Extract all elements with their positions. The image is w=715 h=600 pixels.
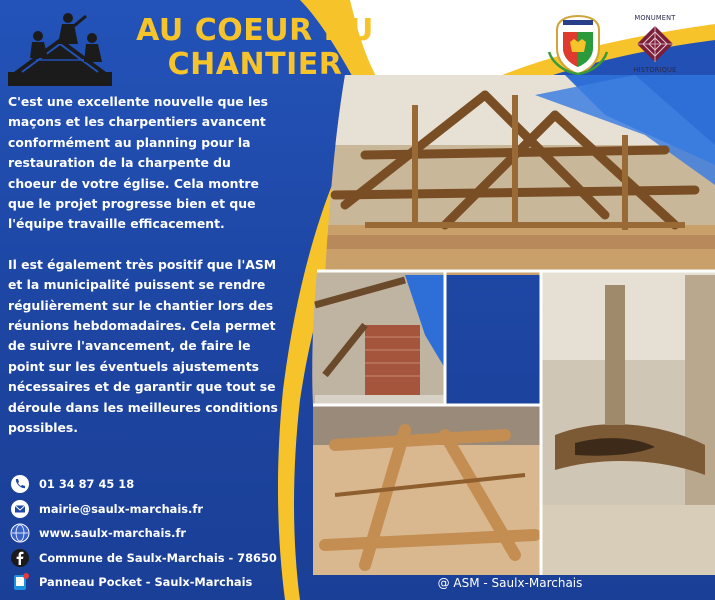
photo-brick-wall [305,270,455,410]
mail-icon [10,499,30,519]
paragraph-1: C'est une excellente nouvelle que les maçons et les charpentiers avancent conformément au planning pour la restauration de la charpente du choeur de votre église. Cela montre que le projet progresse bien et que l'équipe travaille efficacement. [8,94,269,232]
monument-label-top: MONUMENT [634,14,676,22]
photo-collage [305,75,715,575]
contact-list [10,472,300,595]
paragraph-2: Il est également très positif que l'ASM et la municipalité puissent se rendre régulièrement sur le chantier lors des réunions hebdomadaires. Cela permet de suivre l'avancement, de faire le point sur les éventuels ajustements nécessaires et de garantir que tout se déroule dans les meilleures conditions possibles. [8,256,278,436]
photo-decayed-beam [541,270,715,575]
phone-icon [10,474,30,494]
contact-facebook[interactable] [10,546,300,571]
monument-label-bottom: HISTORIQUE [633,66,677,74]
photo-new-timbers [305,405,545,575]
globe-icon [10,523,30,543]
contact-email-text: mairie@saulx-marchais.fr [39,501,203,516]
contact-website-text: www.saulx-marchais.fr [39,526,187,541]
title-line-1: AU COEUR DU [136,13,374,48]
title-line-2: CHANTIER [167,47,343,82]
contact-facebook-text: Commune de Saulx-Marchais - 78650 [39,550,277,565]
contact-website[interactable] [10,521,300,546]
page-title [120,14,390,82]
panneau-pocket-icon [10,572,30,592]
contact-phone[interactable] [10,472,300,497]
photo-roof-framework [305,75,715,275]
roof-workers-icon [8,8,112,86]
contact-phone-text: 01 34 87 45 18 [39,477,135,492]
contact-panneau-pocket-text: Panneau Pocket - Saulx-Marchais [39,575,253,590]
photo-credit: @ ASM - Saulx-Marchais [437,576,583,590]
article-body [8,92,280,459]
contact-panneau-pocket[interactable] [10,570,300,595]
coat-of-arms-icon [547,12,609,78]
monument-historique-logo [620,10,690,82]
facebook-icon [10,548,30,568]
labyrinth-icon [635,24,675,64]
contact-email[interactable] [10,497,300,522]
